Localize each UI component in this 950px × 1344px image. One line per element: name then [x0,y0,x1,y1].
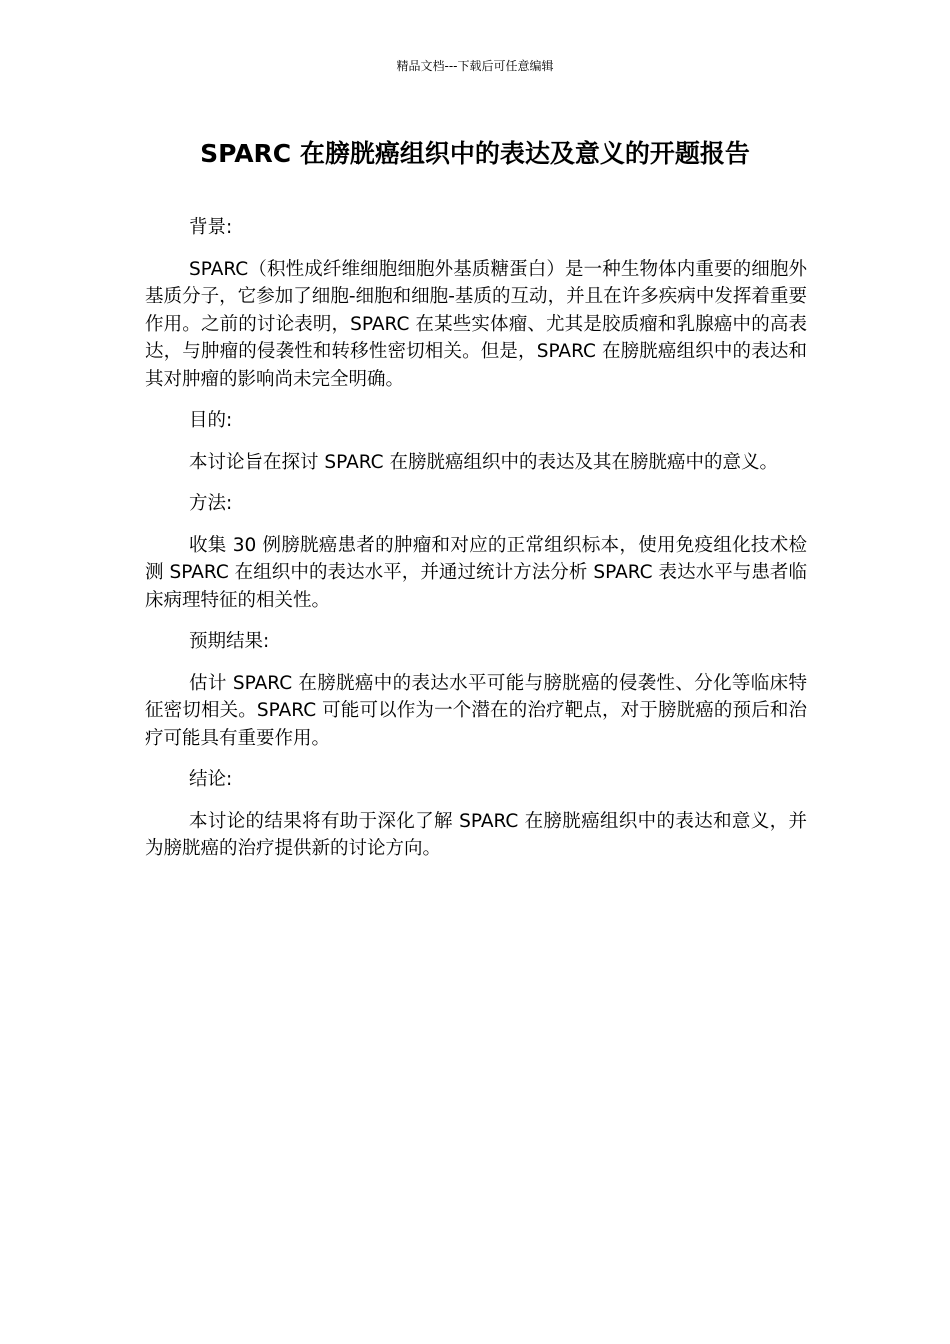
section-text-methods: 收集 30 例膀胱癌患者的肿瘤和对应的正常组织标本，使用免疫组化技术检测 SPARC 在组织中的表达水平，并通过统计方法分析 SPARC 表达水平与患者临床病理特征的相关性。 [145,534,807,611]
section-text-objective: 本讨论旨在探讨 SPARC 在膀胱癌组织中的表达及其在膀胱癌中的意义。 [189,451,778,473]
section-text-background: SPARC（积性成纤维细胞细胞外基质糖蛋白）是一种生物体内重要的细胞外基质分子，它参加了细胞-细胞和细胞-基质的互动，并且在许多疾病中发挥着重要作用。之前的讨论表明，SPARC 在某些实体瘤、尤其是胶质瘤和乳腺癌中的高表达，与肿瘤的侵袭性和转移性密切相关。但是，SPARC 在膀胱癌组织中的表达和其对肿瘤的影响尚未完全明确。 [145,258,807,390]
section-text-expected-results: 估计 SPARC 在膀胱癌中的表达水平可能与膀胱癌的侵袭性、分化等临床特征密切相关。SPARC 可能可以作为一个潜在的治疗靶点，对于膀胱癌的预后和治疗可能具有重要作用。 [145,672,807,749]
section-label-background: 背景: [189,217,233,238]
section-label-expected-results: 预期结果: [189,631,270,652]
section-text-conclusion: 本讨论的结果将有助于深化了解 SPARC 在膀胱癌组织中的表达和意义，并为膀胱癌的治疗提供新的讨论方向。 [145,810,807,859]
document-title: SPARC 在膀胱癌组织中的表达及意义的开题报告 [200,139,750,168]
document-body [145,214,807,877]
section-label-methods: 方法: [189,493,233,514]
section-label-conclusion: 结论: [189,769,233,790]
header-note: 精品文档---下载后可任意编辑 [396,59,554,73]
section-label-objective: 目的: [189,410,233,431]
